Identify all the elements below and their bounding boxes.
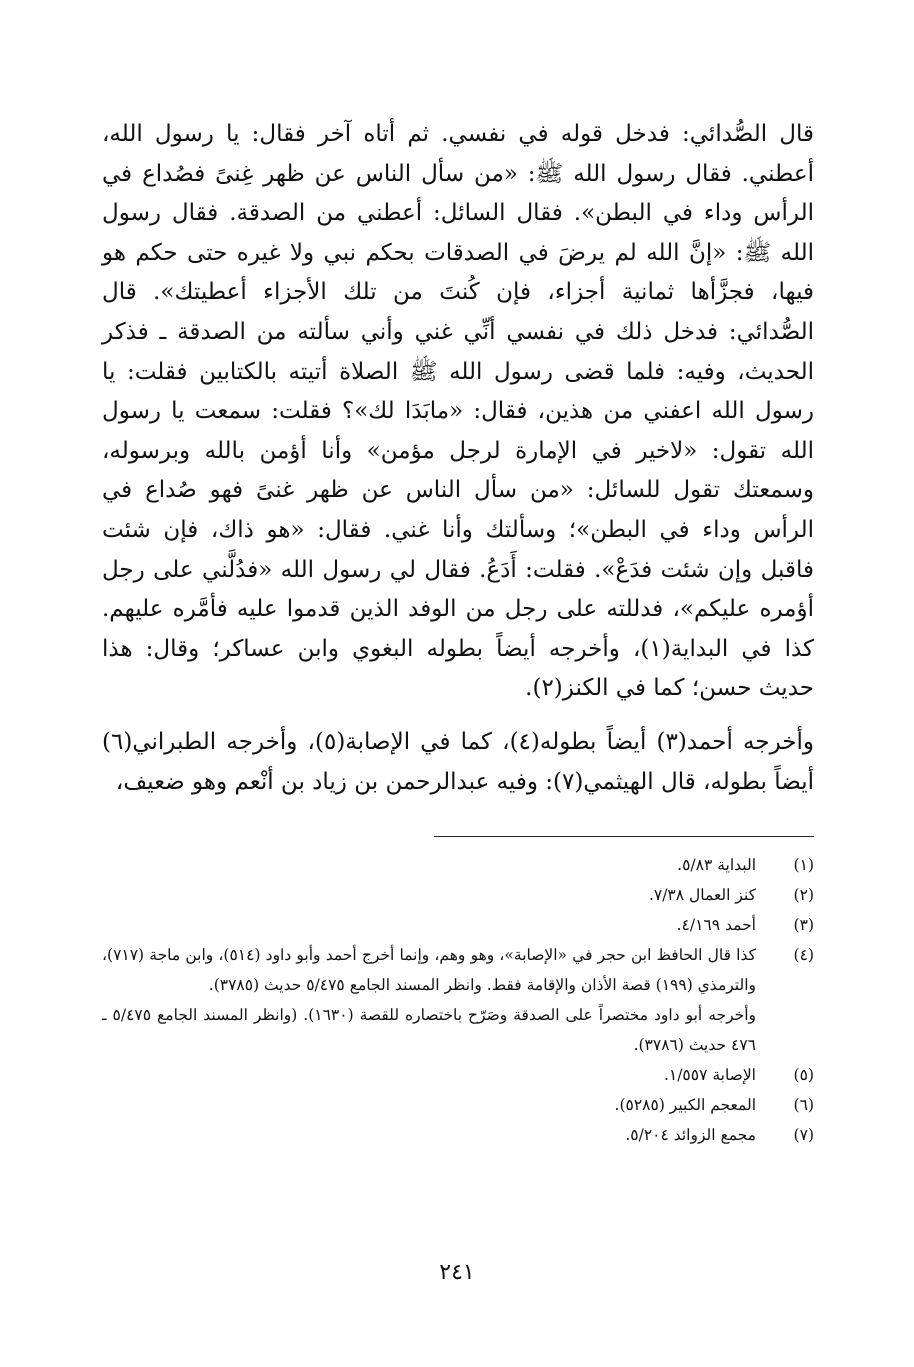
footnote-text-continued: وأخرجه أبو داود مختصراً على الصدقة وصَرّح باختصاره للقصة (١٦٣٠). (وانظر المسند الجامع ٥/٤٧٥ ـ ٤٧٦ حديث (٣٧٨٦). bbox=[102, 1006, 757, 1054]
footnote-number: (٦) bbox=[793, 1096, 814, 1114]
footnotes bbox=[102, 850, 814, 1150]
footnote-7 bbox=[102, 1120, 814, 1150]
main-paragraph-2: وأخرجه أحمد(٣) أيضاً بطوله(٤)، كما في الإصابة(٥)، وأخرجه الطبراني(٦) أيضاً بطوله، قال الهيثمي(٧): وفيه عبدالرحمن بن زياد بن أنْعم وهو ضعيف، bbox=[102, 728, 815, 795]
footnote-text: كذا قال الحافظ ابن حجر في «الإصابة»، وهو وهم، وإنما أخرج أحمد وأبو داود (٥١٤)، وابن ماجة (٧١٧)، والترمذي (١٩٩) قصة الأذان والإقامة فقط. وانظر المسند الجامع ٥/٤٧٥ حديث (٣٧٨٥). bbox=[102, 946, 757, 994]
footnote-5 bbox=[102, 1060, 814, 1090]
footnote-text: الإصابة ١/٥٥٧. bbox=[663, 1066, 756, 1084]
footnote-1 bbox=[102, 850, 814, 880]
footnote-3 bbox=[102, 910, 814, 940]
footnote-number: (٣) bbox=[793, 916, 814, 934]
page-number: ٢٤١ bbox=[439, 1260, 475, 1285]
footnote-number: (٧) bbox=[793, 1126, 814, 1144]
footnote-number: (٥) bbox=[793, 1066, 814, 1084]
footnote-number: (٤) bbox=[793, 946, 814, 964]
footnote-number: (١) bbox=[793, 856, 814, 874]
footnote-text: المعجم الكبير (٥٢٨٥). bbox=[614, 1096, 756, 1114]
main-paragraph-1: قال الصُّدائي: فدخل قوله في نفسي. ثم أتاه آخر فقال: يا رسول الله، أعطني. فقال رسول الله ﷺ: «من سأل الناس عن ظهر غِنىً فصُداع في الرأس وداء في البطن». فقال السائل: أعطني من الصدقة. فقال رسول الله ﷺ: «إنَّ الله لم يرضَ في الصدقات بحكم نبي ولا غيره حتى حكم هو فيها، فجزَّأها ثمانية أجزاء، فإن كُنتَ من تلك الأجزاء أعطيتك». قال الصُّدائي: فدخل ذلك في نفسي أنِّي غني وأني سألته من الصدقة ـ فذكر الحديث، وفيه: فلما قضى رسول الله ﷺ الصلاة أتيته بالكتابين فقلت: يا رسول الله اعفني من هذين، فقال: «مابَدَا لك»؟ فقلت: سمعت يا رسول الله تقول: «لاخير في الإمارة لرجل مؤمن» وأنا أؤمن بالله وبرسوله، وسمعتك تقول للسائل: «من سأل الناس عن ظهر غنىً فهو صُداع في الرأس وداء في البطن»؛ وسألتك وأنا غني. فقال: «هو ذاك، فإن شئت فاقبل وإن شئت فدَعْ». فقلت: أَدَعُ. فقال لي رسول الله «فدُلَّني على رجل أؤمره عليكم»، فدللته على رجل من الوفد الذين قدموا عليه فأمَّره عليهم. كذا في البداية(١)، وأخرجه أيضاً بطوله البغوي وابن عساكر؛ وقال: هذا حديث حسن؛ كما في الكنز(٢). bbox=[102, 121, 814, 702]
footnote-text: مجمع الزوائد ٥/٢٠٤. bbox=[625, 1126, 756, 1144]
footnote-number: (٢) bbox=[793, 886, 814, 904]
footnote-2 bbox=[102, 880, 814, 910]
footnote-4 bbox=[102, 940, 814, 1060]
footnote-text: البداية ٥/٨٣. bbox=[677, 856, 756, 874]
main-text bbox=[102, 115, 814, 802]
footnote-text: كنز العمال ٧/٣٨. bbox=[648, 886, 756, 904]
footnote-6 bbox=[102, 1090, 814, 1120]
footnote-text: أحمد ٤/١٦٩. bbox=[676, 916, 756, 934]
footnote-separator bbox=[434, 836, 814, 837]
